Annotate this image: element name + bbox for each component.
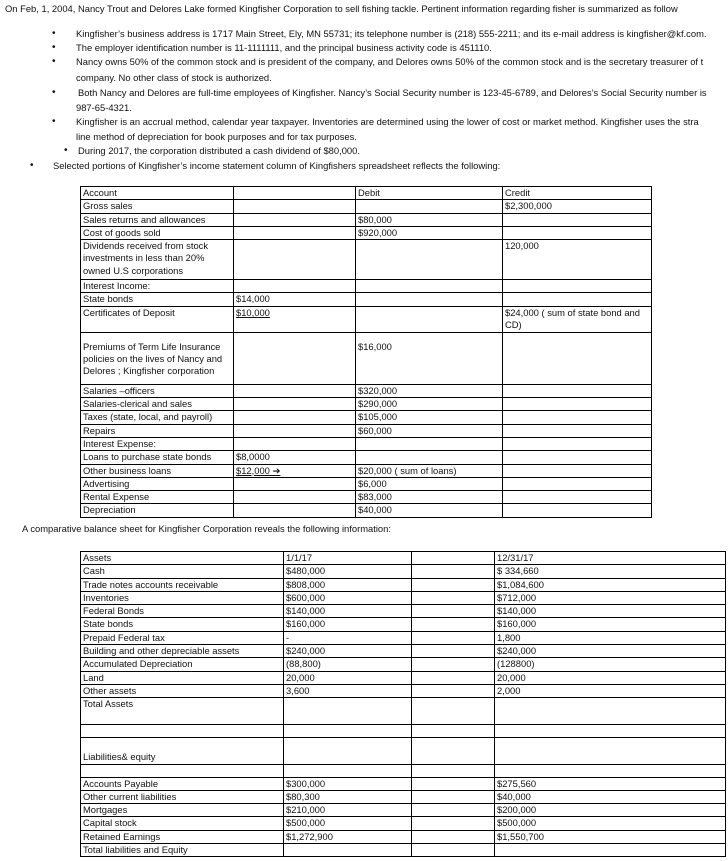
jan-value: $80,300 (284, 790, 412, 803)
account-cell: Gross sales (81, 200, 234, 213)
dec-value (495, 698, 726, 725)
amount-cell (234, 226, 356, 239)
credit-cell (503, 491, 652, 504)
bullet-employees-cont: 987-65-4321. (76, 102, 132, 113)
credit-cell (503, 384, 652, 397)
table-header-row (81, 187, 652, 200)
dec-value: $1,084,600 (495, 578, 726, 591)
header-jan: 1/1/17 (284, 552, 412, 565)
jan-value: $480,000 (284, 565, 412, 578)
intro-text: On Feb, 1, 2004, Nancy Trout and Delores Lake formed Kingfisher Corporation to sell fishing tackle. Pertinent information regarding fisher is summarized as follow (5, 3, 678, 14)
amount-cell: $10,000 (234, 306, 356, 332)
amount-cell (234, 240, 356, 280)
dec-value: $160,000 (495, 618, 726, 631)
spacer-row (81, 725, 726, 738)
bullet-accrual: Kingfisher is an accrual method, calendar year taxpayer. Inventories are determined using the lower of cost or market method. Kingfisher uses the stra (76, 116, 699, 127)
debit-cell: $80,000 (356, 213, 503, 226)
account-cell: Cost of goods sold (81, 226, 234, 239)
amount-cell: $12,000 ➔ (234, 464, 356, 477)
amount-cell: $14,000 (234, 293, 356, 306)
debit-cell (356, 293, 503, 306)
liability-name: Capital stock (81, 817, 284, 830)
header-dec: 12/31/17 (495, 552, 726, 565)
credit-cell (503, 213, 652, 226)
blank-cell (412, 645, 495, 658)
blank-cell (412, 790, 495, 803)
account-cell: State bonds (81, 293, 234, 306)
account-cell: Other business loans (81, 464, 234, 477)
blank-cell (412, 591, 495, 604)
credit-cell (503, 477, 652, 490)
dec-value: $40,000 (495, 790, 726, 803)
debit-cell: $290,000 (356, 398, 503, 411)
amount-cell (234, 411, 356, 424)
blank-cell (412, 618, 495, 631)
table-row (81, 424, 652, 437)
credit-cell (503, 411, 652, 424)
table-row (81, 817, 726, 830)
jan-value: $160,000 (284, 618, 412, 631)
jan-value: $240,000 (284, 645, 412, 658)
table-header-row (81, 552, 726, 565)
account-cell: Taxes (state, local, and payroll) (81, 411, 234, 424)
bullet-dot: • (52, 28, 56, 39)
debit-cell: $16,000 (356, 332, 503, 384)
bullet-employees: Both Nancy and Delores are full-time employees of Kingfisher. Nancy’s Social Security number is 123-45-6789, and Delores’s Social Security number is (78, 87, 707, 98)
balance-sheet-table (80, 551, 726, 857)
debit-cell: $320,000 (356, 384, 503, 397)
bullet-dot: • (52, 116, 56, 127)
table-row (81, 631, 726, 644)
account-cell: Premiums of Term Life Insurance policies on the lives of Nancy and Delores ; Kingfisher corporation (81, 332, 234, 384)
liability-name: Retained Earnings (81, 830, 284, 843)
dec-value: 20,000 (495, 671, 726, 684)
header-debit: Debit (356, 187, 503, 200)
amount-cell (234, 424, 356, 437)
income-statement-table (80, 186, 652, 518)
table-row (81, 618, 726, 631)
debit-cell: $6,000 (356, 477, 503, 490)
amount-cell (234, 280, 356, 293)
jan-value (284, 844, 412, 857)
account-cell: Advertising (81, 477, 234, 490)
table-row (81, 658, 726, 671)
debit-cell (356, 200, 503, 213)
blank-cell (412, 698, 495, 725)
table-row (81, 477, 652, 490)
asset-name: Other assets (81, 684, 284, 697)
debit-cell (356, 280, 503, 293)
header-account: Account (81, 187, 234, 200)
dec-value: 1,800 (495, 631, 726, 644)
asset-name: State bonds (81, 618, 284, 631)
liability-name: Accounts Payable (81, 777, 284, 790)
table-row (81, 240, 652, 280)
credit-cell (503, 226, 652, 239)
jan-value: $808,000 (284, 578, 412, 591)
table-row (81, 844, 726, 857)
header-blank (412, 552, 495, 565)
income-intro: Selected portions of Kingfisher’s income statement column of Kingfishers spreadsheet reflects the following: (53, 160, 501, 171)
table-row (81, 491, 652, 504)
liability-name: Mortgages (81, 804, 284, 817)
table-row (81, 451, 652, 464)
asset-name: Federal Bonds (81, 605, 284, 618)
account-cell: Salaries –officers (81, 384, 234, 397)
jan-value: 20,000 (284, 671, 412, 684)
jan-value: $1,272,900 (284, 830, 412, 843)
table-row (81, 738, 726, 764)
table-row (81, 578, 726, 591)
blank-cell (412, 684, 495, 697)
table-row (81, 280, 652, 293)
blank-cell (412, 658, 495, 671)
dec-value: $240,000 (495, 645, 726, 658)
bullet-dot: • (52, 42, 56, 53)
asset-name: Cash (81, 565, 284, 578)
amount-cell (234, 200, 356, 213)
credit-cell (503, 437, 652, 450)
asset-name: Building and other depreciable assets (81, 645, 284, 658)
asset-name: Land (81, 671, 284, 684)
amount-cell (234, 477, 356, 490)
debit-cell: $920,000 (356, 226, 503, 239)
table-row (81, 332, 652, 384)
table-row (81, 306, 652, 332)
table-row (81, 591, 726, 604)
bullet-ein: The employer identification number is 11-1111111, and the principal business activity code is 451110. (76, 42, 492, 53)
table-row (81, 384, 652, 397)
asset-name: Trade notes accounts receivable (81, 578, 284, 591)
table-row (81, 411, 652, 424)
bullet-ownership-cont: company. No other class of stock is authorized. (76, 72, 272, 83)
table-row (81, 213, 652, 226)
debit-cell (356, 240, 503, 280)
table-row (81, 684, 726, 697)
table-row (81, 790, 726, 803)
table-row (81, 671, 726, 684)
dec-value: (128800) (495, 658, 726, 671)
debit-cell: $60,000 (356, 424, 503, 437)
credit-cell (503, 424, 652, 437)
bullet-dividend: During 2017, the corporation distributed a cash dividend of $80,000. (78, 145, 360, 156)
table-row (81, 398, 652, 411)
account-cell: Depreciation (81, 504, 234, 517)
account-cell: Certificates of Deposit (81, 306, 234, 332)
blank-cell (412, 777, 495, 790)
table-row (81, 645, 726, 658)
blank-cell (412, 804, 495, 817)
table-row (81, 437, 652, 450)
table-row (81, 804, 726, 817)
blank-cell (412, 565, 495, 578)
table-row (81, 200, 652, 213)
table-row (81, 464, 652, 477)
bullet-address: Kingfisher’s business address is 1717 Main Street, Ely, MN 55731; its telephone number is (218) 555-2211; and its e-mail address is kingfisher@kf.com. (76, 28, 707, 39)
spacer-row (81, 764, 726, 777)
dec-value (495, 844, 726, 857)
debit-cell: $40,000 (356, 504, 503, 517)
debit-cell (356, 306, 503, 332)
credit-cell (503, 398, 652, 411)
liability-name: Other current liabilities (81, 790, 284, 803)
credit-cell (503, 280, 652, 293)
table-row (81, 565, 726, 578)
credit-cell (503, 464, 652, 477)
jan-value: $300,000 (284, 777, 412, 790)
blank-cell (412, 844, 495, 857)
table-row (81, 504, 652, 517)
debit-cell (356, 437, 503, 450)
account-cell: Loans to purchase state bonds (81, 451, 234, 464)
table-row (81, 698, 726, 725)
jan-value: - (284, 631, 412, 644)
dec-value: $275,560 (495, 777, 726, 790)
liabilities-header: Liabilities& equity (81, 738, 284, 764)
credit-cell (503, 293, 652, 306)
credit-cell (503, 504, 652, 517)
amount-cell (234, 213, 356, 226)
blank-cell (412, 578, 495, 591)
debit-cell: $83,000 (356, 491, 503, 504)
table-row (81, 605, 726, 618)
credit-cell: $24,000 ( sum of state bond and CD) (503, 306, 652, 332)
jan-value: $600,000 (284, 591, 412, 604)
dec-value: 2,000 (495, 684, 726, 697)
amount-cell (234, 504, 356, 517)
credit-cell: 120,000 (503, 240, 652, 280)
dec-value: $140,000 (495, 605, 726, 618)
liability-name: Total liabilities and Equity (81, 844, 284, 857)
asset-name: Total Assets (81, 698, 284, 725)
bullet-dot: • (52, 87, 56, 98)
header-blank (234, 187, 356, 200)
asset-name: Accumulated Depreciation (81, 658, 284, 671)
bullet-dot: • (52, 56, 56, 67)
dec-value: $200,000 (495, 804, 726, 817)
dec-value: $500,000 (495, 817, 726, 830)
debit-cell (356, 451, 503, 464)
blank-cell (412, 817, 495, 830)
account-cell: Salaries-clerical and sales (81, 398, 234, 411)
jan-value: $210,000 (284, 804, 412, 817)
dec-value: $1,550,700 (495, 830, 726, 843)
jan-value: $140,000 (284, 605, 412, 618)
bullet-accrual-cont: line method of depreciation for book purposes and for tax purposes. (76, 131, 357, 142)
asset-name: Prepaid Federal tax (81, 631, 284, 644)
blank-cell (412, 830, 495, 843)
table-row (81, 226, 652, 239)
bullet-dot: • (64, 145, 68, 156)
jan-value: 3,600 (284, 684, 412, 697)
header-credit: Credit (503, 187, 652, 200)
credit-cell: $2,300,000 (503, 200, 652, 213)
bullet-ownership: Nancy owns 50% of the common stock and is president of the company, and Delores owns 50% of the common stock and is the secretary treasurer of t (76, 56, 704, 67)
account-cell: Rental Expense (81, 491, 234, 504)
dec-value: $ 334,660 (495, 565, 726, 578)
dec-value: $712,000 (495, 591, 726, 604)
amount-cell: $8,0000 (234, 451, 356, 464)
jan-value: (88,800) (284, 658, 412, 671)
blank-cell (412, 671, 495, 684)
jan-value (284, 698, 412, 725)
amount-cell (234, 491, 356, 504)
asset-name: Inventories (81, 591, 284, 604)
debit-cell: $105,000 (356, 411, 503, 424)
table-row (81, 293, 652, 306)
account-cell: Repairs (81, 424, 234, 437)
blank-cell (412, 605, 495, 618)
amount-cell (234, 398, 356, 411)
account-cell: Dividends received from stock investments in less than 20% owned U.S corporations (81, 240, 234, 280)
account-cell: Interest Expense: (81, 437, 234, 450)
amount-cell (234, 384, 356, 397)
credit-cell (503, 332, 652, 384)
amount-cell (234, 332, 356, 384)
amount-cell (234, 437, 356, 450)
account-cell: Sales returns and allowances (81, 213, 234, 226)
debit-cell: $20,000 ( sum of loans) (356, 464, 503, 477)
blank-cell (412, 631, 495, 644)
table-row (81, 777, 726, 790)
table-row (81, 830, 726, 843)
credit-cell (503, 451, 652, 464)
bullet-dot: • (30, 160, 34, 171)
balance-intro: A comparative balance sheet for Kingfisher Corporation reveals the following information: (22, 523, 391, 534)
account-cell: Interest Income: (81, 280, 234, 293)
header-assets: Assets (81, 552, 284, 565)
jan-value: $500,000 (284, 817, 412, 830)
